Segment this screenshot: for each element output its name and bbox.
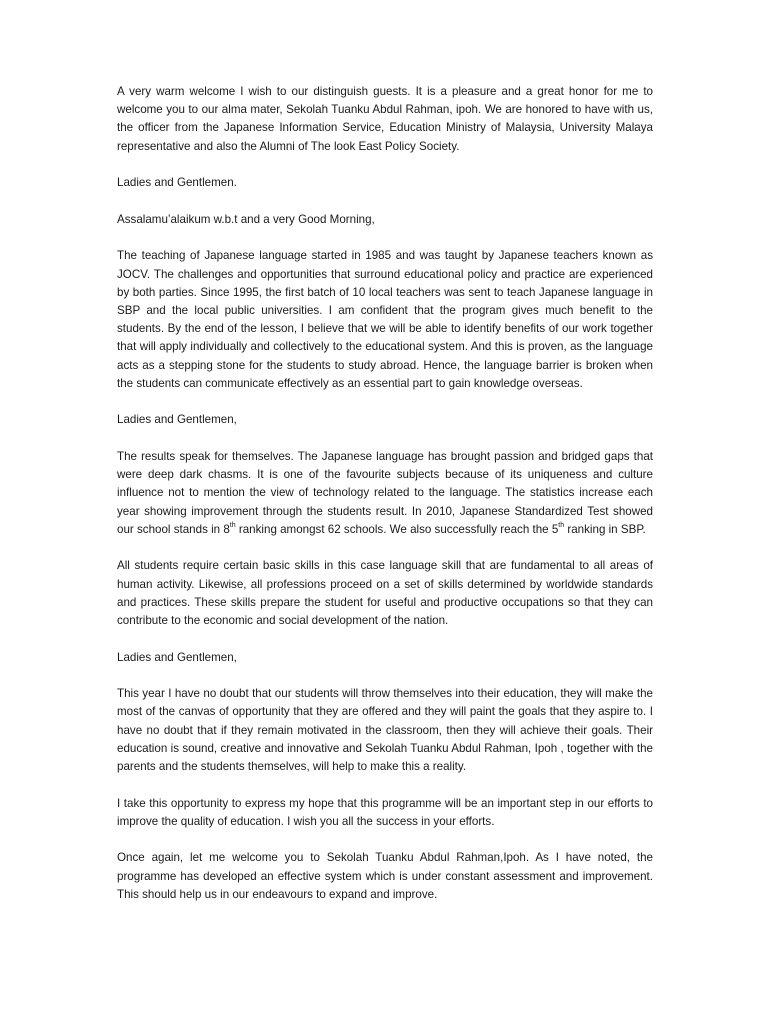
- students-education-paragraph: This year I have no doubt that our students will throw themselves into their education, they will make the most of the canvas of opportunity that they are offered and they will paint the goals that they aspire to. I have no doubt that if they remain motivated in the classroom, then they will achieve their goals. Their education is sound, creative and innovative and Sekolah Tuanku Abdul Rahman, Ipoh , together with the parents and the students themselves, will help to make this a reality.: [117, 687, 653, 774]
- results-text-start: The results speak for themselves. The Japanese language has brought passion and bridged gaps that were deep dark chasms. It is one of the favourite subjects because of its uniqueness and culture influence not to mention the view of technology related to the language. The statistics increase each year showing improvement through the students result. In 2010, Japanese Standardized Test showed our school stands in 8: [117, 450, 653, 536]
- closing-paragraph: Once again, let me welcome you to Sekolah Tuanku Abdul Rahman,Ipoh. As I have noted, the programme has developed an effective system which is under constant assessment and improvement. This should help us in our endeavours to expand and improve.: [117, 851, 653, 901]
- superscript-th: th: [229, 521, 236, 529]
- welcome-paragraph: A very warm welcome I wish to our distinguish guests. It is a pleasure and a great honor for me to welcome you to our alma mater, Sekolah Tuanku Abdul Rahman, ipoh. We are honored to have with us, the officer from the Japanese Information Service, Education Ministry of Malaysia, University Malaya representative and also the Alumni of The look East Policy Society.: [117, 85, 653, 153]
- salutation-ladies-gentlemen: Ladies and Gentlemen,: [117, 650, 237, 664]
- superscript-th: th: [558, 521, 565, 529]
- greeting-assalamualaikum: Assalamu’alaikum w.b.t and a very Good Morning,: [117, 212, 375, 226]
- salutation-ladies-gentlemen: Ladies and Gentlemen.: [117, 176, 237, 190]
- programme-hope-paragraph: I take this opportunity to express my hope that this programme will be an important step in our efforts to improve the quality of education. I wish you all the success in your efforts.: [117, 796, 653, 828]
- results-paragraph: [117, 448, 653, 539]
- salutation-ladies-gentlemen: Ladies and Gentlemen,: [117, 413, 237, 427]
- basic-skills-paragraph: All students require certain basic skills in this case language skill that are fundamental to all areas of human activity. Likewise, all professions proceed on a set of skills determined by worldwide standards and practices. These skills prepare the student for useful and productive occupations so that they can contribute to the economic and social development of the nation.: [117, 559, 653, 628]
- results-text-end: ranking in SBP.: [564, 522, 646, 536]
- document-page: [117, 83, 653, 922]
- japanese-teaching-history-paragraph: The teaching of Japanese language started in 1985 and was taught by Japanese teachers known as JOCV. The challenges and opportunities that surround educational policy and practice are experienced by both parties. Since 1995, the first batch of 10 local teachers was sent to teach Japanese language in SBP and the local public universities. I am confident that the program gives much benefit to the students. By the end of the lesson, I believe that we will be able to identify benefits of our work together that will apply individually and collectively to the educational system. And this is proven, as the language acts as a stepping stone for the students to study abroad. Hence, the language barrier is broken when the students can communicate effectively as an essential part to gain knowledge overseas.: [117, 249, 653, 390]
- results-text-mid: ranking amongst 62 schools. We also successfully reach the 5: [235, 522, 559, 536]
